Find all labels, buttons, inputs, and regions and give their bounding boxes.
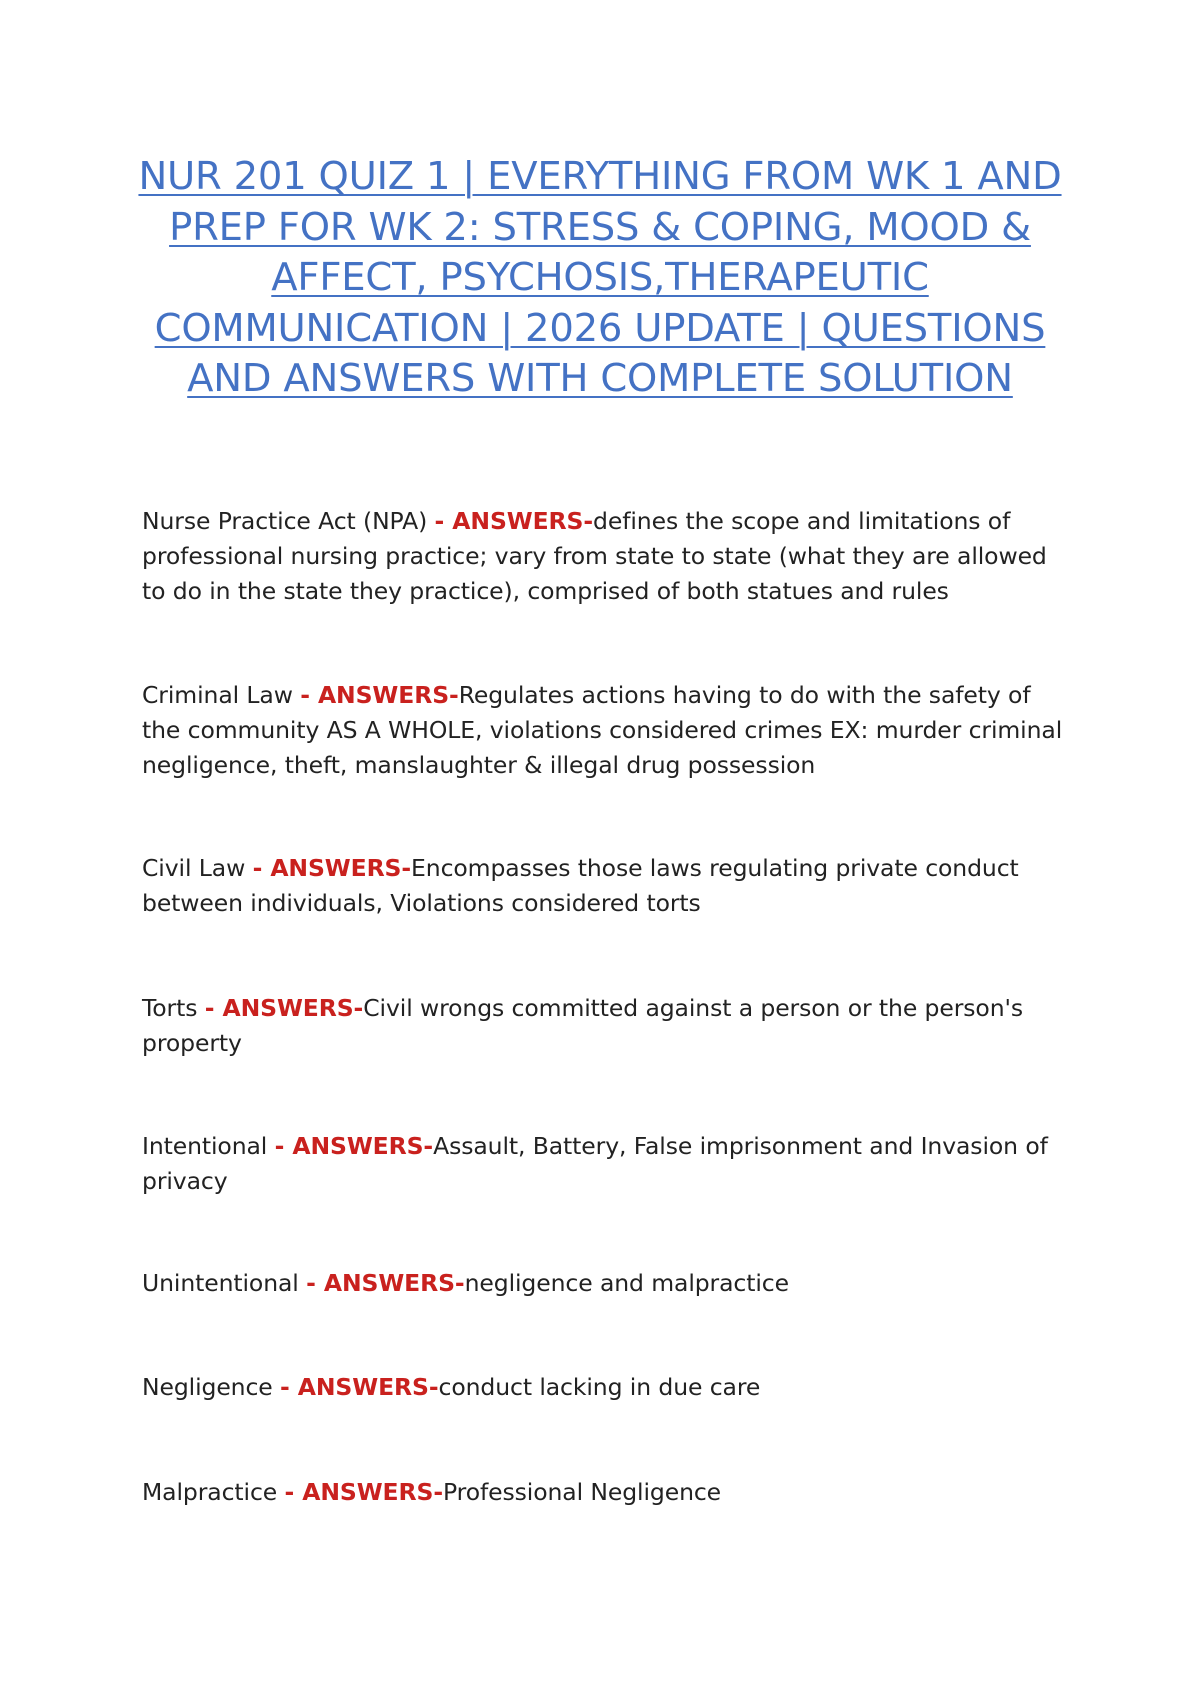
qa-entry [142, 1129, 1072, 1199]
qa-entry [142, 1475, 1072, 1510]
entry-separator: - [434, 507, 453, 535]
answers-label: ANSWERS- [270, 854, 412, 882]
entry-definition: Professional Negligence [442, 1478, 722, 1506]
answers-label: ANSWERS- [302, 1478, 443, 1506]
entry-term: Criminal Law [142, 681, 301, 709]
entry-term: Intentional [142, 1132, 275, 1160]
answers-label: ANSWERS- [317, 681, 459, 709]
entry-term: Malpractice [142, 1478, 285, 1506]
entry-separator: - [284, 1478, 303, 1506]
entry-term: Torts [142, 994, 205, 1022]
entry-term: Negligence [142, 1373, 281, 1401]
answers-label: ANSWERS- [297, 1373, 439, 1401]
entry-separator: - [280, 1373, 298, 1401]
entry-term: Civil Law [142, 854, 253, 882]
answers-label: ANSWERS- [292, 1132, 434, 1160]
entry-definition: Encompasses those laws regulating private conduct between individuals, Violations considered torts [142, 854, 1019, 917]
entry-separator: - [300, 681, 318, 709]
entry-separator: - [274, 1132, 293, 1160]
entry-separator: - [252, 854, 271, 882]
qa-entry [142, 851, 1072, 921]
entry-definition: conduct lacking in due care [438, 1373, 761, 1401]
qa-entry [142, 1266, 1072, 1301]
qa-entry [142, 678, 1072, 783]
answers-label: ANSWERS- [452, 507, 594, 535]
entry-definition: negligence and malpractice [464, 1269, 789, 1297]
answers-label: ANSWERS- [222, 994, 364, 1022]
qa-entry [142, 504, 1072, 609]
answers-label: ANSWERS- [323, 1269, 465, 1297]
entry-definition: Regulates actions having to do with the safety of the community AS A WHOLE, violations considered crimes EX: murder criminal negligence, theft, manslaughter & illegal drug possession [142, 681, 1063, 779]
entry-separator: - [204, 994, 223, 1022]
entry-separator: - [306, 1269, 324, 1297]
document-title: NUR 201 QUIZ 1 | EVERYTHING FROM WK 1 AND PREP FOR WK 2: STRESS & COPING, MOOD & AFFECT, PSYCHOSIS,THERAPEUTIC COMMUNICATION | 2026 UPDATE | QUESTIONS AND ANSWERS WITH COMPLETE SOLUTION [138, 154, 1062, 401]
qa-entry [142, 1370, 1072, 1405]
entry-term: Nurse Practice Act (NPA) [142, 507, 435, 535]
qa-entry [142, 991, 1072, 1061]
entry-definition: defines the scope and limitations of professional nursing practice; vary from state to state (what they are allowed to do in the state they practice), comprised of both statues and rules [142, 507, 1047, 605]
entry-definition: Assault, Battery, False imprisonment and Invasion of privacy [142, 1132, 1048, 1195]
entry-definition: Civil wrongs committed against a person or the person's property [142, 994, 1024, 1057]
entry-term: Unintentional [142, 1269, 307, 1297]
